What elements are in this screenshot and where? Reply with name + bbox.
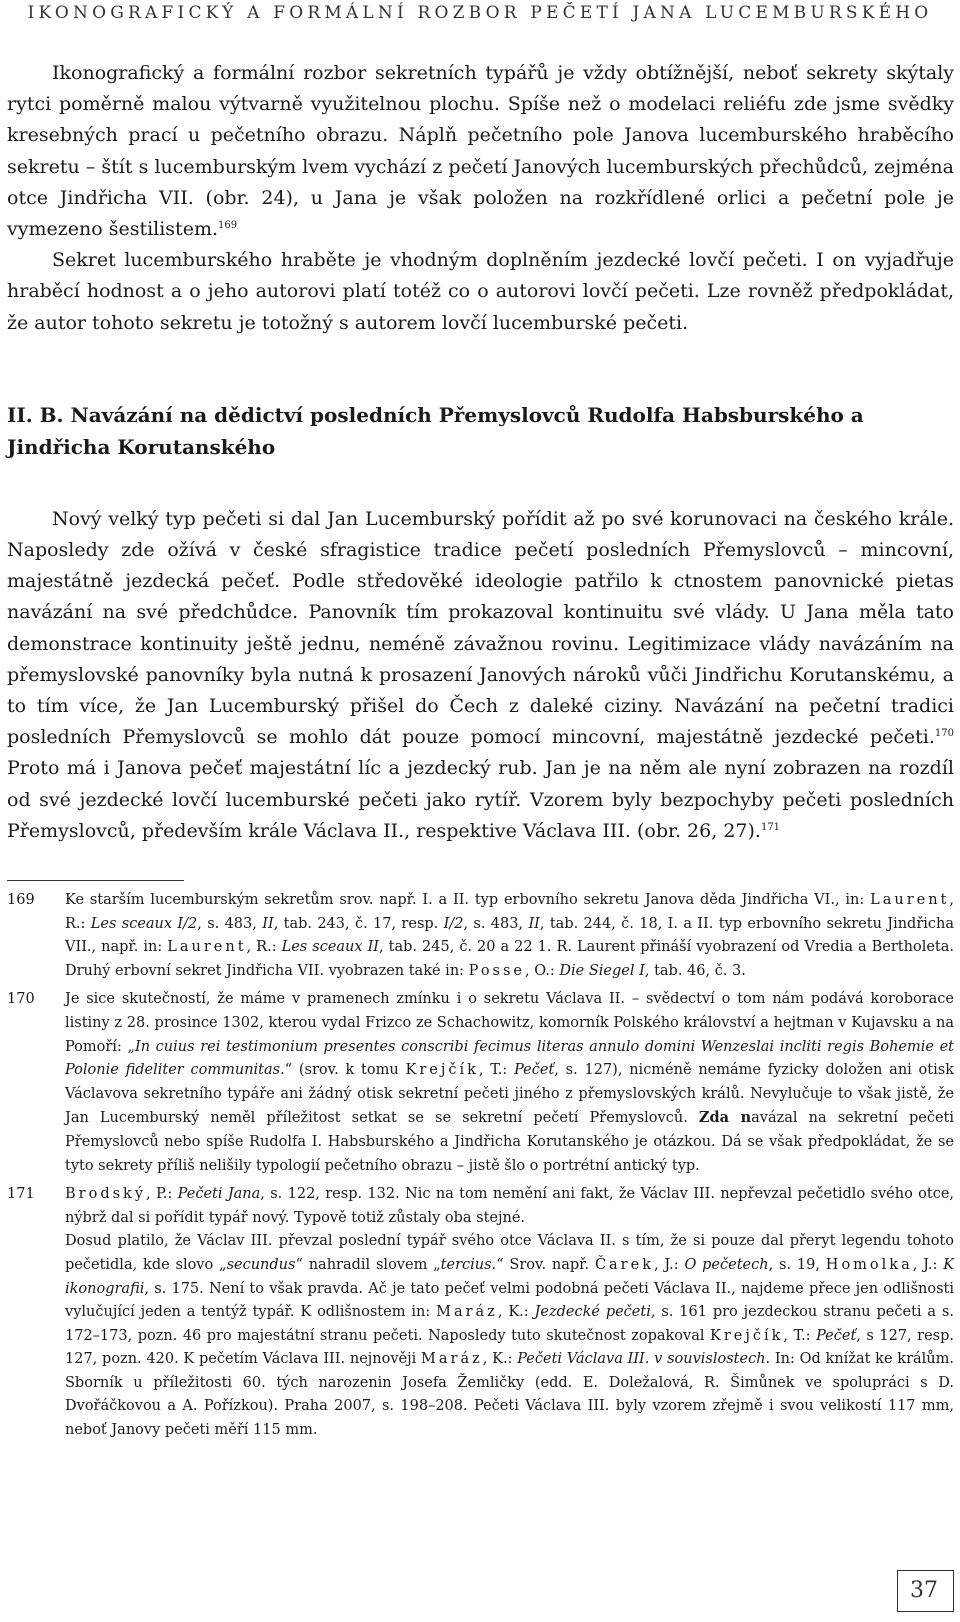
footnote-rule	[7, 880, 184, 881]
footnote-ref-169[interactable]: 169	[218, 220, 238, 232]
footnote-number: 171	[7, 1186, 35, 1203]
footnote-171-continuation: Dosud platilo, že Václav III. převzal poslední typář svého otce Václava II. s tím, že si pouze dal přeryt legendu tohoto pečetidla, kde slovo „secundus“ nahradil slovem „tercius.“ Srov. např. Čarek, J.: O pečetech, s. 19, Homolka, J.: K ikonografii, s. 175. Není to však pravda. Ač je tato pečeť velmi podobná pečeti Václava II., najdeme přece jen odlišnosti vylučující jeden a tentýž typář. K odlišnostem in: Maráz, K.: Jezdecké pečeti, s. 161 pro jezdeckou stranu pečeti a s. 172–173, pozn. 46 pro majestátní stranu pečeti. Naposledy tuto skutečnost zopakoval Krejčík, T.: Pečeť, s 127, resp. 127, pozn. 420. K pečetím Václava III. nejnověji Maráz, K.: Pečeti Václava III. v souvislostech. In: Od knížat ke králům. Sborník u příležitosti 60. tých narozenin Josefa Žemličky (edd. E. Doležalová, R. Šimůnek ve spolupráci s D. Dvořáčkovou a A. Pořízkou). Praha 2007, s. 198–208. Pečeti Václava III. byly vzorem zřejmě i svou velikostí 117 mm, neboť Janovy pečeti měří 115 mm.	[65, 1233, 955, 1439]
footnote-170: 170 Je sice skutečností, že máme v pramenech zmínku i o sekretu Václava II. – svědectví o tom nám podává koroborace listiny z 28. prosince 1302, kterou vydal Frizco ze Schachowitz, komorník Polského království a hejtman v Kujavsku a na Pomoří: „In cuius rei testimonium presentes conscribi fecimus literas annulo domini Wenzeslai incliti regis Bohemie et Polonie fideliter communitas.“ (srov. k tomu Krejčík, T.: Pečeť, s. 127), nicméně nemáme fyzicky doložen ani otisk Václavova sekretního typáře ani žádný otisk sekretní pečeti jiného z přemyslovských králů. Nevylučuje to však jistě, že Jan Lucemburský neměl příležitost setkat se se sekretní pečetí Přemyslovců. Zda navázal na sekretní pečeti Přemyslovců nebo spíše Rudolfa I. Habsburského a Jindřicha Korutanského je otázkou. Dá se však předpokládat, že se tyto sekrety příliš nelišily typologií pečetního obrazu – jistě šlo o portrétní antický typ.	[7, 988, 954, 1178]
paragraph-sekret-intro: Ikonografický a formální rozbor sekretních typářů je vždy obtížnější, neboť sekrety skýtaly rytci poměrně malou výtvarně využitelnou plochu. Spíše než o modelaci reliéfu zde jsme svědky kresebných prací u pečetního obrazu. Náplň pečetního pole Janova lucemburského hraběcího sekretu – štít s lucemburským lvem vychází z pečetí Janových lucemburských přechůdců, zejména otce Jindřicha VII. (obr. 24), u Jana je však položen na rozkřídlené orlici a pečetní pole je vymezeno šestilistem.$^{169}$	[7, 62, 954, 241]
footnote-number: 169	[7, 892, 35, 908]
footnote-ref-171[interactable]: 171	[760, 821, 781, 833]
running-head: IKONOGRAFICKÝ A FORMÁLNÍ ROZBOR PEČETÍ JANA LUCEMBURSKÉHO	[27, 3, 933, 23]
footnote-171: 171 Brodský, P.: Pečeti Jana, s. 122, resp. 132. Nic na tom nemění ani fakt, že Václav III. nepřevzal pečetidlo svého otce, nýbrž dal si pořídit typář nový. Typově totiž zůstaly oba stejné. Dosud platilo, že Václav III. převzal poslední typář svého otce Václava II. s tím, že si pouze dal přeryt legendu tohoto pečetidla, kde slovo „secundus“ nahradil slovem „tercius.“ Srov. např. Čarek, J.: O pečetech, s. 19, Homolka, J.: K ikonografii, s. 175. Není to však pravda. Ač je tato pečeť velmi podobná pečeti Václava II., najdeme přece jen odlišnosti vylučující jeden a tentýž typář. K odlišnostem in: Maráz, K.: Jezdecké pečeti, s. 161 pro jezdeckou stranu pečeti a s. 172–173, pozn. 46 pro majestátní stranu pečeti. Naposledy tuto skutečnost zopakoval Krejčík, T.: Pečeť, s 127, resp. 127, pozn. 420. K pečetím Václava III. nejnověji Maráz, K.: Pečeti Václava III. v souvislostech. In: Od knížat ke králům. Sborník u příležitosti 60. tých narozenin Josefa Žemličky (edd. E. Doležalová, R. Šimůnek ve spolupráci s D. Dvořáčkovou a A. Pořízkou). Praha 2007, s. 198–208. Pečeti Václava III. byly vzorem zřejmě i svou velikostí 117 mm, neboť Janovy pečeti měří 115 mm.	[7, 1183, 954, 1443]
page-number: 37	[897, 1570, 950, 1612]
footnote-ref-170[interactable]: 170	[934, 728, 954, 740]
section-heading: II. B. Navázání na dědictví posledních Přemyslovců Rudolfa Habsburského a Jindřicha Korutanského	[7, 402, 864, 459]
paragraph-great-seal: Nový velký typ pečeti si dal Jan Lucemburský pořídit až po své korunovaci na českého krále. Naposledy zde ožívá v české sfragistice tradice pečetí posledních Přemyslovců – mincovní, majestátně jezdecká pečeť. Podle středověké ideologie patřilo k ctnostem panovnické pietas navázání na své předchůdce. Panovník tím prokazoval kontinuitu své vlády. U Jana měla tato demonstrace kontinuity ještě jednu, neméně závažnou rovinu. Legitimizace vlády navázáním na přemyslovské panovníky byla nutná k prosazení Janových nároků vůči Jindřichu Korutanskému, a to tím více, že Jan Lucemburský přišel do Čech z daleké ciziny. Navázání na pečetní tradici posledních Přemyslovců se mohlo dát pouze pomocí mincovní, majestátně jezdecké pečeti.$^{170}$ Proto má i Janova pečeť majestátní líc a jezdecký rub. Jan je na něm ale nyní zobrazen na rozdíl od své jezdecké lovčí lucemburské pečeti jako rytíř. Vzorem byly bezpochyby pečeti posledních Přemyslovců, především krále Václava II., respektive Václava III. (obr. 26, 27).$^{171}$	[7, 507, 954, 842]
footnote-number: 170	[7, 991, 35, 1008]
main-text	[7, 58, 954, 847]
footnote-169: 169 Ke starším lucemburským sekretům srov. např. I. a II. typ erbovního sekretu Janova děda Jindřicha VI., in: Laurent, R.: Les sceaux I/2, s. 483, II, tab. 243, č. 17, resp. I/2, s. 483, II, tab. 244, č. 18, I. a II. typ erbovního sekretu Jindřicha VII., např. in: Laurent, R.: Les sceaux II, tab. 245, č. 20 a 22 1. R. Laurent přináší vyobrazení od Vredia a Bertholeta. Druhý erbovní sekret Jindřicha VII. vyobrazen také in: Posse, O.: Die Siegel I, tab. 46, č. 3.	[7, 889, 954, 983]
footnotes	[7, 889, 954, 1448]
paragraph-sekret-author: Sekret lucemburského hraběte je vhodným doplněním jezdecké lovčí pečeti. I on vyjadřuje hraběcí hodnost a o jeho autorovi platí totéž co o autorovi lovčí pečeti. Lze rovněž předpokládat, že autor tohoto sekretu je totožný s autorem lovčí lucemburské pečeti.	[7, 249, 954, 334]
